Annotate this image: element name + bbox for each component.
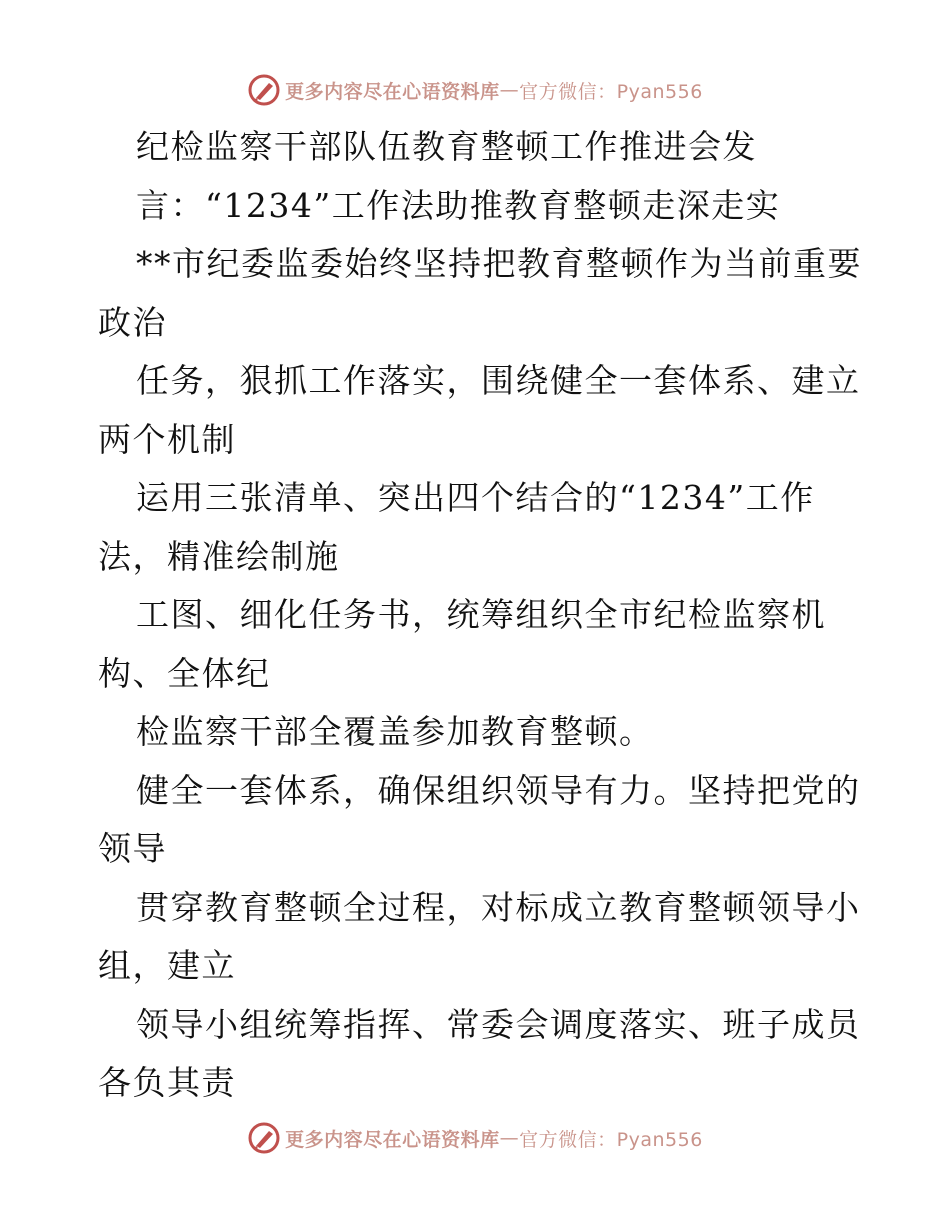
paragraph-line: 两个机制: [98, 419, 236, 459]
banner-separator: —: [499, 79, 520, 101]
paragraph-line: 贯穿教育整顿全过程，对标成立教育整顿领导小: [136, 887, 861, 927]
paragraph-line: 各负其责: [98, 1063, 236, 1102]
document-body: [98, 118, 862, 1113]
paragraph-line: 工图、细化任务书，统筹组织全市纪检监察机: [136, 595, 826, 634]
banner-suffix: 官方微信：Pyan556: [519, 80, 703, 103]
pen-logo-icon: [247, 1121, 281, 1155]
banner-separator: —: [499, 1127, 520, 1149]
paragraph-line: 法，精准绘制施: [98, 536, 340, 576]
paragraph-line: 构、全体纪: [98, 653, 271, 693]
banner-title: 更多内容尽在心语资料库: [285, 1128, 500, 1151]
title-line-1: 纪检监察干部队伍教育整顿工作推进会发: [136, 127, 757, 166]
title-line-2: 言：“1234”工作法助推教育整顿走深走实: [136, 185, 781, 225]
pen-logo-icon: [247, 73, 281, 107]
paragraph-line: 领导: [98, 829, 167, 868]
banner-title: 更多内容尽在心语资料库: [285, 80, 500, 103]
paragraph-line: 任务，狠抓工作落实，围绕健全一套体系、建立: [136, 361, 861, 400]
paragraph-line: 组，建立: [98, 946, 236, 985]
header-watermark-banner: [0, 70, 950, 110]
paragraph-line: 检监察干部全覆盖参加教育整顿。: [136, 712, 654, 751]
footer-watermark-banner: [0, 1118, 950, 1158]
paragraph-line: 健全一套体系，确保组织领导有力。坚持把党的: [136, 770, 861, 810]
paragraph-line: **市纪委监委始终坚持把教育整顿作为当前重要: [136, 244, 862, 283]
paragraph-line: 领导小组统筹指挥、常委会调度落实、班子成员: [136, 1004, 861, 1044]
paragraph-line: 政治: [98, 302, 167, 342]
banner-suffix: 官方微信：Pyan556: [519, 1128, 703, 1151]
paragraph-line: 运用三张清单、突出四个结合的“1234”工作: [136, 478, 815, 517]
